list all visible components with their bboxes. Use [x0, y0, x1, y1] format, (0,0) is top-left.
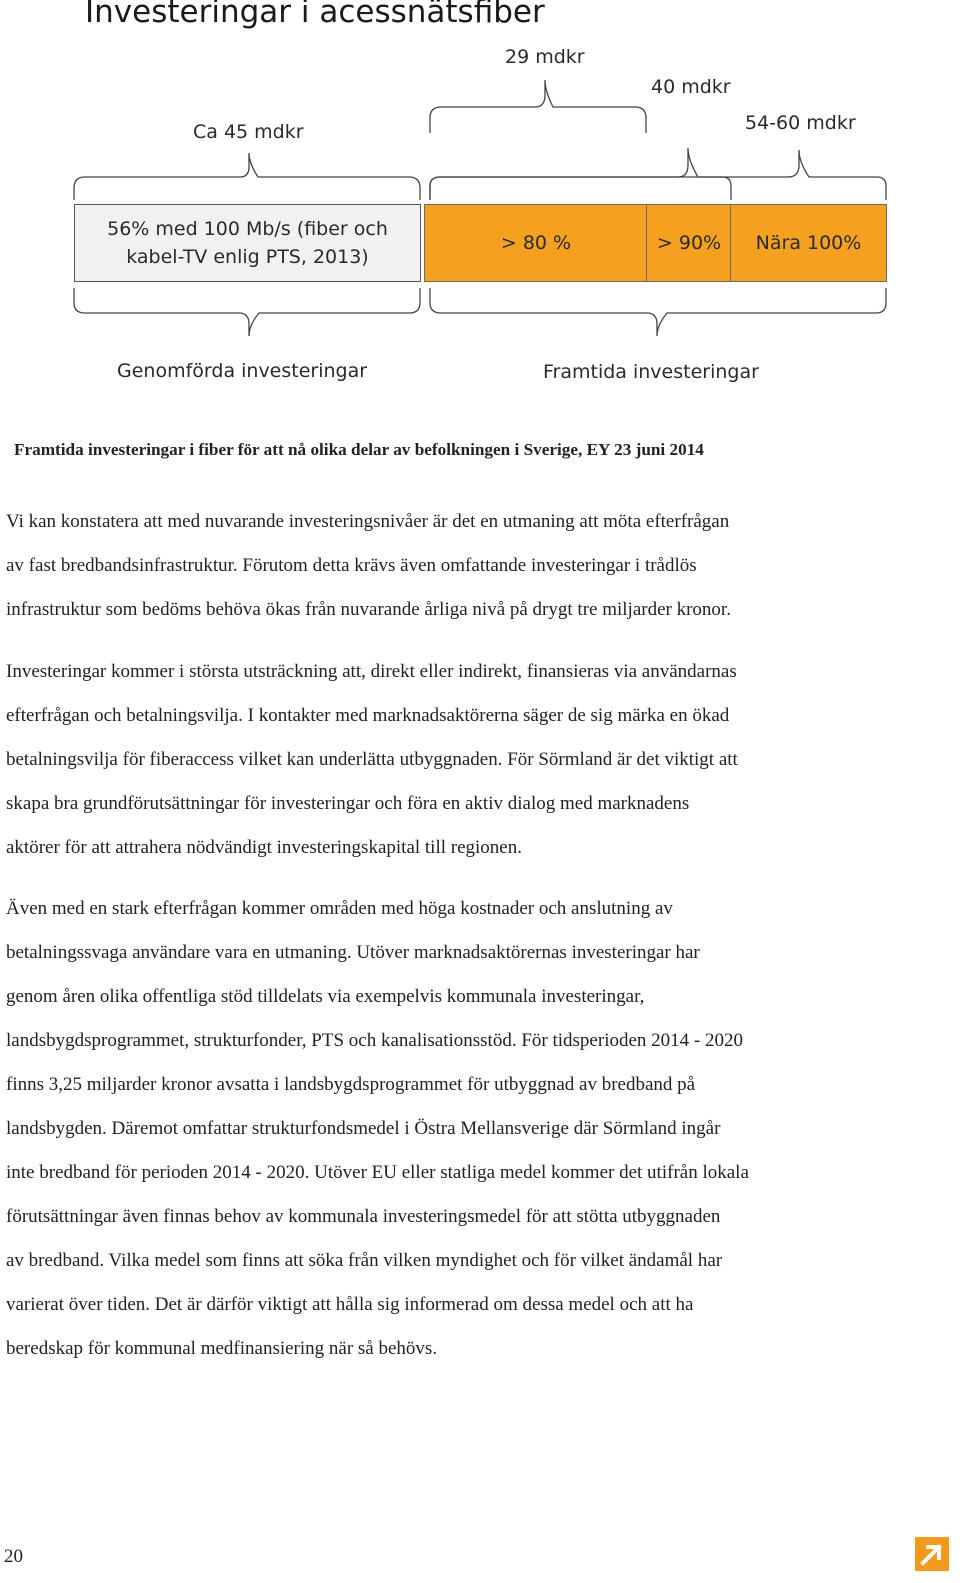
paragraph-line: Investeringar kommer i största utsträckning att, direkt eller indirekt, finansieras via användarnas	[6, 661, 737, 682]
paragraph-line: Även med en stark efterfrågan kommer områden med höga kostnader och anslutning av	[6, 898, 673, 919]
paragraph-line: beredskap för kommunal medfinansiering när så behövs.	[6, 1338, 438, 1359]
paragraph-line: Vi kan konstatera att med nuvarande investeringsnivåer är det en utmaning att möta efterfrågan	[6, 511, 730, 532]
paragraph-line: betalningsvilja för fiberaccess vilket kan underlätta utbyggnaden. För Sörmland är det viktigt att	[6, 749, 738, 770]
current-coverage-box	[74, 204, 421, 282]
paragraph-line: inte bredband för perioden 2014 - 2020. Utöver EU eller statliga medel kommer det utifrån lokala	[6, 1162, 749, 1183]
paragraph-line: av bredband. Vilka medel som finns att söka från vilken myndighet och för vilket ändamål har	[6, 1250, 723, 1271]
paragraph-line: förutsättningar även finnas behov av kommunala investeringsmedel för att stötta utbyggnaden	[6, 1206, 721, 1227]
investment-figure	[0, 0, 960, 400]
brace-top-54	[430, 150, 886, 200]
paragraph-2	[6, 650, 951, 870]
paragraph-line: varierat över tiden. Det är därför viktigt att hålla sig informerad om dessa medel och att ha	[6, 1294, 694, 1315]
braces-diagram	[0, 0, 960, 340]
paragraph-line: betalningssvaga användare vara en utmaning. Utöver marknadsaktörernas investeringar har	[6, 942, 700, 963]
brace-top-29	[430, 80, 646, 133]
figure-caption: Framtida investeringar i fiber för att nå olika delar av befolkningen i Sverige, EY 23 juni 2014	[14, 440, 704, 459]
paragraph-line: aktörer för att attrahera nödvändigt investeringskapital till regionen.	[6, 837, 522, 858]
brace-bottom-left	[74, 288, 420, 336]
amount-54-60-label: 54-60 mdkr	[745, 112, 856, 134]
current-coverage-line1: 56% med 100 Mb/s (fiber och	[107, 218, 388, 240]
completed-investments-label: Genomförda investeringar	[117, 360, 368, 382]
coverage-80-label: > 80 %	[500, 232, 572, 254]
brace-top-40	[430, 148, 731, 200]
coverage-90-box	[646, 204, 732, 282]
paragraph-line: landsbygdsprogrammet, strukturfonder, PTS och kanalisationsstöd. För tidsperioden 2014 - 2020	[6, 1030, 743, 1051]
coverage-100-box	[730, 204, 887, 282]
future-investments-label: Framtida investeringar	[543, 361, 759, 383]
paragraph-line: efterfrågan och betalningsvilja. I kontakter med marknadsaktörerna säger de sig märka en ökad	[6, 705, 730, 726]
paragraph-line: infrastruktur som bedöms behöva ökas från nuvarande årliga nivå på drygt tre miljarder kronor.	[6, 599, 731, 620]
current-coverage-line2: kabel-TV enlig PTS, 2013)	[126, 246, 369, 268]
orange-arrow-logo-icon	[915, 1537, 949, 1571]
paragraph-line: finns 3,25 miljarder kronor avsatta i landsbygdsprogrammet för utbyggnad av bredband på	[6, 1074, 696, 1095]
amount-45-label: Ca 45 mdkr	[193, 121, 304, 143]
brace-bottom-right	[430, 288, 886, 336]
paragraph-line: landsbygden. Däremot omfattar strukturfondsmedel i Östra Mellansverige där Sörmland ingår	[6, 1118, 721, 1139]
coverage-100-label: Nära 100%	[755, 232, 862, 254]
page-number: 20	[4, 1546, 23, 1567]
coverage-90-label: > 90%	[656, 232, 722, 254]
paragraph-line: genom åren olika offentliga stöd tilldelats via exempelvis kommunala investeringar,	[6, 986, 645, 1007]
paragraph-3	[6, 887, 951, 1371]
paragraph-line: av fast bredbandsinfrastruktur. Förutom detta krävs även omfattande investeringar i trådlös	[6, 555, 697, 576]
amount-40-label: 40 mdkr	[651, 76, 731, 98]
paragraph-1	[6, 500, 951, 632]
paragraph-line: skapa bra grundförutsättningar för investeringar och föra en aktiv dialog med marknadens	[6, 793, 690, 814]
amount-29-label: 29 mdkr	[505, 46, 585, 68]
coverage-80-box	[424, 204, 648, 282]
figure-title: Investeringar i acessnätsfiber	[85, 0, 545, 30]
brace-top-left	[74, 153, 420, 200]
